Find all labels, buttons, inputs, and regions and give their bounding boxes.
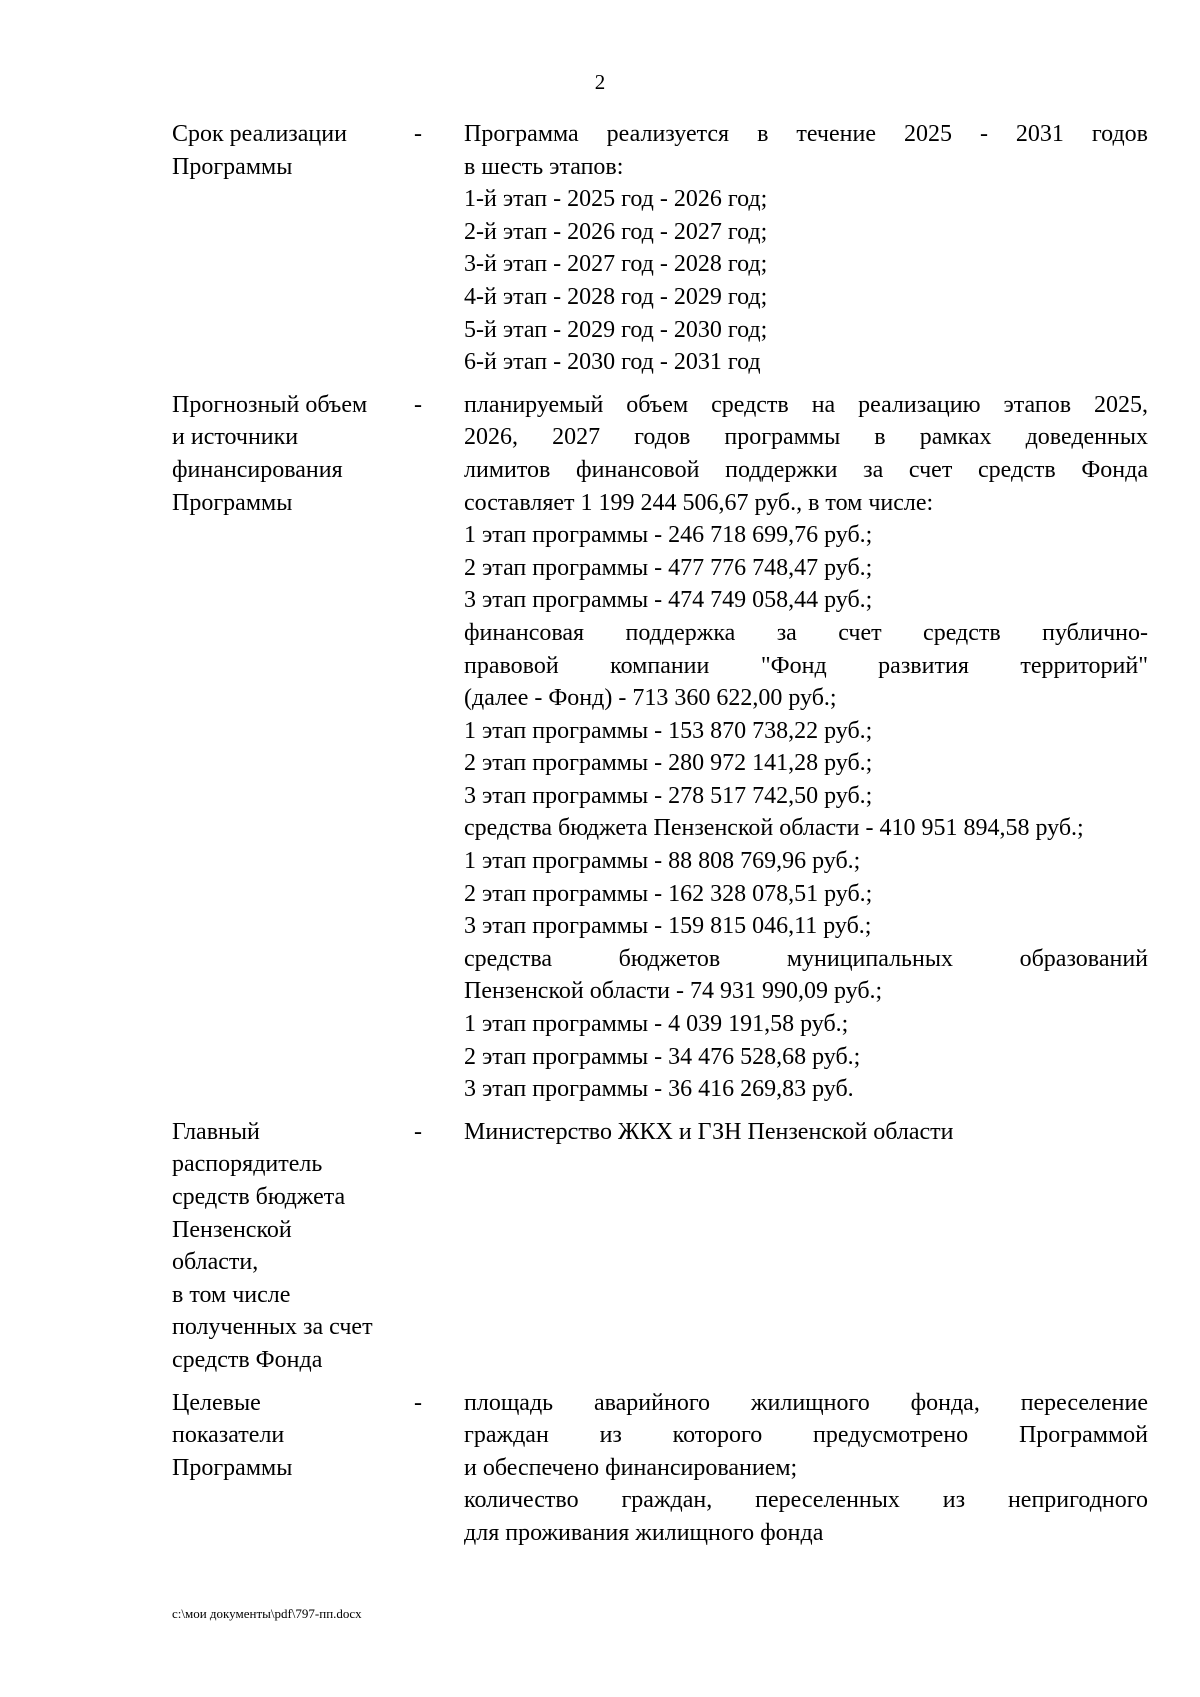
content-line: и обеспечено финансированием; xyxy=(464,1454,798,1481)
row-label-line: полученных за счет xyxy=(172,1314,373,1341)
row-label-line: распорядитель xyxy=(172,1151,323,1178)
content-line: финансовая поддержка за счет средств публично- xyxy=(464,619,1148,646)
content-line: планируемый объем средств на реализацию этапов 2025, xyxy=(464,391,1148,418)
content-line: 2026, 2027 годов программы в рамках доведенных xyxy=(464,424,1148,451)
passport-row xyxy=(172,389,1148,1106)
row-label-line: Срок реализации xyxy=(172,121,347,147)
content-line: граждан из которого предусмотрено Программой xyxy=(464,1422,1148,1449)
row-label xyxy=(172,118,414,183)
content-line: 3 этап программы - 36 416 269,83 руб. xyxy=(464,1076,854,1103)
row-label-line: показатели xyxy=(172,1422,285,1449)
passport-row xyxy=(172,1116,1148,1377)
row-content xyxy=(464,389,1148,1106)
program-passport-table xyxy=(172,118,1148,1550)
row-label-line: Прогнозный объем xyxy=(172,391,368,418)
row-content xyxy=(464,118,1148,379)
row-label xyxy=(172,1387,414,1485)
row-label-line: Программы xyxy=(172,1454,293,1481)
row-label-line: финансирования xyxy=(172,456,343,483)
content-line: 1-й этап - 2025 год - 2026 год; xyxy=(464,186,768,213)
content-line: 6-й этап - 2030 год - 2031 год xyxy=(464,349,761,376)
row-dash: - xyxy=(414,1118,422,1145)
page-number: 2 xyxy=(594,70,606,94)
row-content xyxy=(464,1116,1148,1149)
row-label-line: области, xyxy=(172,1249,259,1276)
row-label-line: Программы xyxy=(172,153,293,180)
row-label-line: Главный xyxy=(172,1118,260,1145)
content-line: правовой компании "Фонд развития территорий" xyxy=(464,652,1148,679)
content-line: лимитов финансовой поддержки за счет средств Фонда xyxy=(464,456,1148,483)
row-label-line: Программы xyxy=(172,489,293,516)
row-label-line: средств Фонда xyxy=(172,1346,323,1373)
content-line: 4-й этап - 2028 год - 2029 год; xyxy=(464,283,768,310)
content-line: 3 этап программы - 474 749 058,44 руб.; xyxy=(464,587,873,614)
content-line: Министерство ЖКХ и ГЗН Пензенской области xyxy=(464,1118,954,1145)
content-line: 1 этап программы - 153 870 738,22 руб.; xyxy=(464,717,873,744)
content-line: (далее - Фонд) - 713 360 622,00 руб.; xyxy=(464,685,837,712)
content-line: 2 этап программы - 34 476 528,68 руб.; xyxy=(464,1043,861,1070)
content-line: Пензенской области - 74 931 990,09 руб.; xyxy=(464,978,883,1005)
content-line: 1 этап программы - 88 808 769,96 руб.; xyxy=(464,848,861,875)
content-line: 2-й этап - 2026 год - 2027 год; xyxy=(464,218,768,245)
content-line: Программа реализуется в течение 2025 - 2031 годов xyxy=(464,121,1148,147)
content-line: 3-й этап - 2027 год - 2028 год; xyxy=(464,251,768,278)
content-line: 2 этап программы - 280 972 141,28 руб.; xyxy=(464,750,873,777)
content-line: средства бюджетов муниципальных образований xyxy=(464,945,1148,972)
content-line: средства бюджета Пензенской области - 410 951 894,58 руб.; xyxy=(464,815,1084,842)
content-line: в шесть этапов: xyxy=(464,153,624,180)
content-line: составляет 1 199 244 506,67 руб., в том числе: xyxy=(464,489,934,516)
content-line: 1 этап программы - 4 039 191,58 руб.; xyxy=(464,1011,849,1038)
content-line: 5-й этап - 2029 год - 2030 год; xyxy=(464,316,768,343)
row-label-line: средств бюджета xyxy=(172,1184,346,1210)
content-line: количество граждан, переселенных из непригодного xyxy=(464,1487,1148,1514)
content-line: площадь аварийного жилищного фонда, переселение xyxy=(464,1389,1148,1416)
content-line: для проживания жилищного фонда xyxy=(464,1519,824,1546)
row-label xyxy=(172,389,414,519)
content-line: 2 этап программы - 162 328 078,51 руб.; xyxy=(464,880,873,907)
row-label-line: и источники xyxy=(172,424,299,451)
passport-row xyxy=(172,1387,1148,1550)
row-dash: - xyxy=(414,391,422,418)
footer-file-path: c:\мои документы\pdf\797-пп.docx xyxy=(172,1606,362,1621)
content-line: 3 этап программы - 159 815 046,11 руб.; xyxy=(464,913,872,940)
row-content xyxy=(464,1387,1148,1550)
row-dash: - xyxy=(414,1389,422,1416)
row-label-line: Пензенской xyxy=(172,1216,292,1243)
row-dash: - xyxy=(414,121,422,147)
row-label-line: в том числе xyxy=(172,1281,291,1308)
row-label-line: Целевые xyxy=(172,1389,261,1416)
passport-row xyxy=(172,118,1148,379)
row-label xyxy=(172,1116,414,1377)
content-line: 3 этап программы - 278 517 742,50 руб.; xyxy=(464,782,873,809)
content-line: 2 этап программы - 477 776 748,47 руб.; xyxy=(464,554,873,581)
content-line: 1 этап программы - 246 718 699,76 руб.; xyxy=(464,522,873,549)
